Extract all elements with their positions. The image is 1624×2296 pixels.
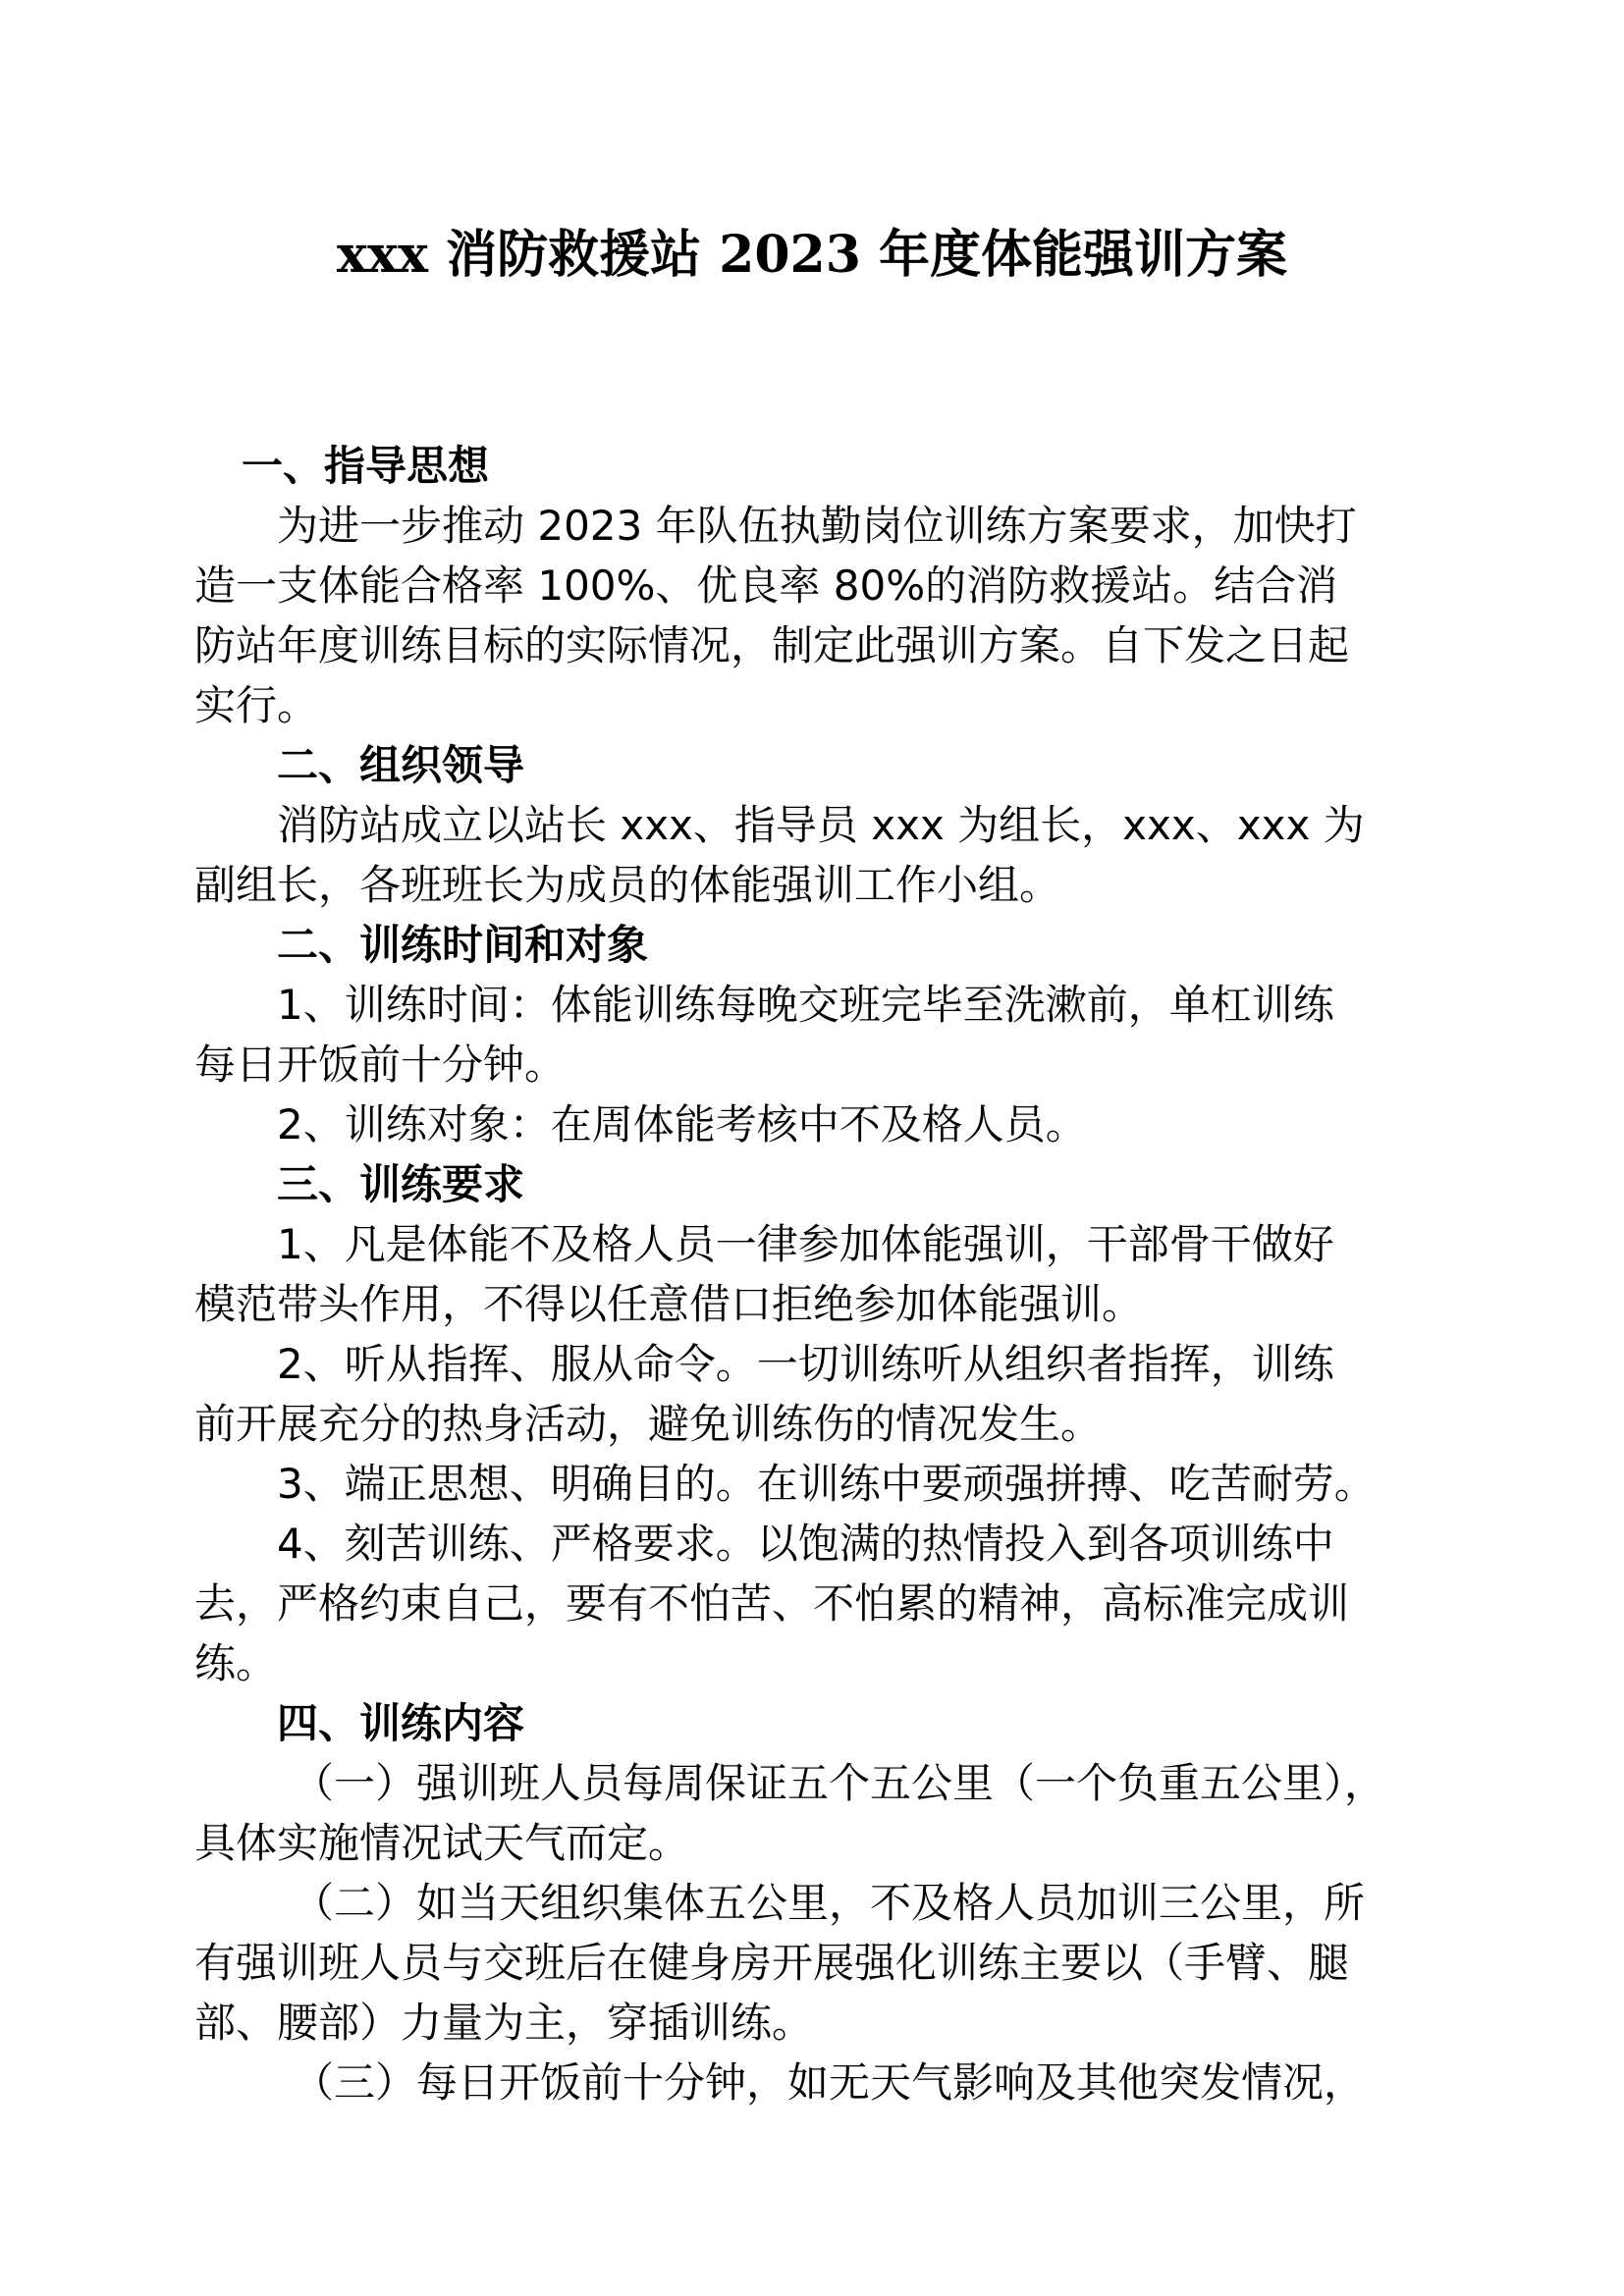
document-body <box>194 436 1441 2112</box>
section-heading: 二、组织领导 <box>277 741 525 789</box>
text-line: 1、凡是体能不及格人员一律参加体能强训，干部骨干做好 <box>277 1220 1334 1268</box>
text-line: 练。 <box>194 1639 278 1687</box>
text-line: 3、端正思想、明确目的。在训练中要顽强拼搏、吃苦耐劳。 <box>277 1460 1376 1508</box>
text-line: 有强训班人员与交班后在健身房开展强化训练主要以（手臂、腿 <box>194 1939 1350 1987</box>
text-line: 为进一步推动 2023 年队伍执勤岗位训练方案要求，加快打 <box>277 502 1357 550</box>
text-line: 前开展充分的热身活动，避免训练伤的情况发生。 <box>194 1400 1103 1448</box>
document-title: xxx 消防救援站 2023 年度体能强训方案 <box>336 225 1288 285</box>
text-line: （三）每日开饭前十分钟，如无天气影响及其他突发情况， <box>293 2058 1366 2107</box>
text-line: 实行。 <box>194 681 319 729</box>
section-heading: 四、训练内容 <box>277 1699 525 1747</box>
text-line: 模范带头作用，不得以任意借口拒绝参加体能强训。 <box>194 1280 1144 1328</box>
text-line: 防站年度训练目标的实际情况，制定此强训方案。自下发之日起 <box>194 621 1350 669</box>
text-line: 每日开饭前十分钟。 <box>194 1041 567 1089</box>
text-line: （一）强训班人员每周保证五个五公里（一个负重五公里）， <box>293 1759 1386 1807</box>
text-line: 造一支体能合格率 100%、优良率 80%的消防救援站。结合消 <box>194 561 1338 610</box>
text-line: 4、刻苦训练、严格要求。以饱满的热情投入到各项训练中 <box>277 1520 1334 1568</box>
section-heading: 二、训练时间和对象 <box>277 921 649 969</box>
text-line: 2、听从指挥、服从命令。一切训练听从组织者指挥，训练 <box>277 1340 1334 1388</box>
section-heading: 一、指导思想 <box>242 442 490 490</box>
text-line: 消防站成立以站长 xxx、指导员 xxx 为组长，xxx、xxx 为 <box>277 801 1365 849</box>
text-line: 部、腰部）力量为主，穿插训练。 <box>194 1999 814 2047</box>
text-line: 2、训练对象：在周体能考核中不及格人员。 <box>277 1100 1087 1148</box>
text-line: 1、训练时间：体能训练每晚交班完毕至洗漱前，单杠训练 <box>277 981 1334 1029</box>
text-line: 具体实施情况试天气而定。 <box>194 1819 690 1867</box>
text-line: 去，严格约束自己，要有不怕苦、不怕累的精神，高标准完成训 <box>194 1579 1350 1628</box>
text-line: 副组长，各班班长为成员的体能强训工作小组。 <box>194 861 1061 909</box>
section-heading: 三、训练要求 <box>277 1160 525 1208</box>
text-line: （二）如当天组织集体五公里，不及格人员加训三公里，所 <box>293 1879 1366 1927</box>
